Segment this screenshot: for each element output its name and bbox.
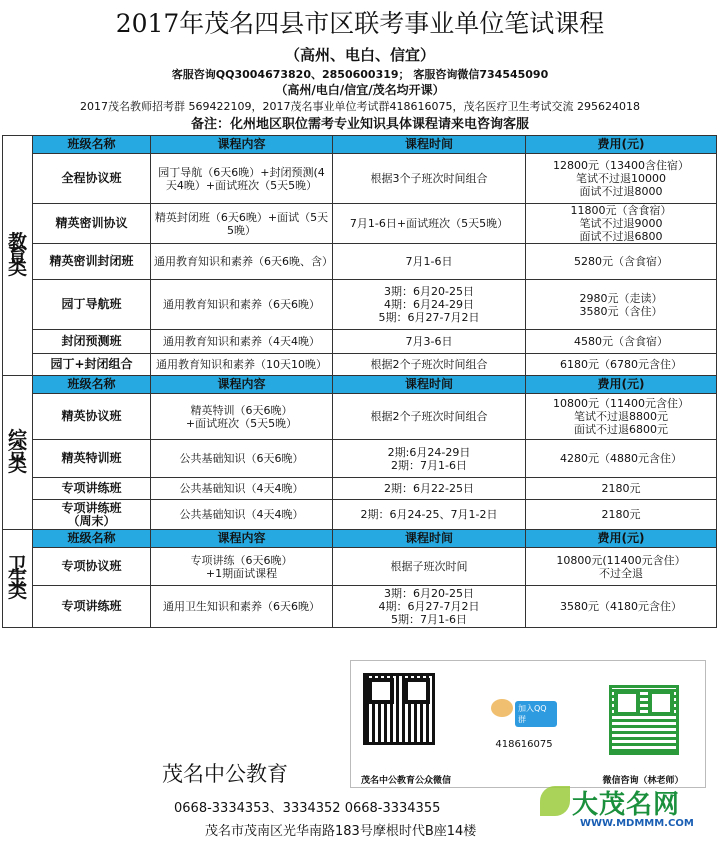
table-row: [3, 354, 717, 376]
cell-content: 精英特训（6天6晚） +面试班次（5天5晚）: [151, 394, 333, 440]
cell-fee: 5280元（含食宿）: [526, 244, 717, 280]
cities-open-line: （高州/电白/信宜/茂名均开课）: [275, 83, 445, 97]
column-header: 课程内容: [151, 376, 333, 394]
table-row: [3, 244, 717, 280]
table-row: [3, 500, 717, 530]
cell-time: 7月3-6日: [333, 330, 526, 354]
column-header: 费用(元): [526, 376, 717, 394]
phone-line: 0668-3334353、3334352 0668-3334355: [174, 801, 441, 816]
cell-content: 通用教育知识和素养（10天10晚）: [151, 354, 333, 376]
column-header: 课程时间: [333, 376, 526, 394]
cell-content: 专项讲练（6天6晚） +1期面试课程: [151, 548, 333, 586]
cell-time: 2期：6月24-25、7月1-2日: [333, 500, 526, 530]
qr-left-label: 茂名中公教育公众微信: [360, 776, 451, 786]
table-header-row: [3, 530, 717, 548]
course-table: [2, 135, 717, 628]
cell-fee: 12800元（13400含住宿） 笔试不过退10000 面试不过退8000: [526, 154, 717, 204]
cell-time: 7月1-6日+面试班次（5天5晚）: [333, 204, 526, 244]
column-header: 课程时间: [333, 136, 526, 154]
cell-name: 园丁导航班: [33, 280, 151, 330]
cell-fee: 10800元(11400元含住） 不过全退: [526, 548, 717, 586]
cell-fee: 4280元（4880元含住）: [526, 440, 717, 478]
cell-name: 专项讲练班: [33, 586, 151, 628]
qq-group-tag: [491, 701, 557, 750]
cell-name: 园丁+封闭组合: [33, 354, 151, 376]
column-header: 费用(元): [526, 530, 717, 548]
cell-fee: 4580元（含食宿）: [526, 330, 717, 354]
qq-badge: 加入QQ群: [515, 701, 557, 727]
column-header: 班级名称: [33, 530, 151, 548]
cell-content: 通用教育知识和素养（6天6晚、含）: [151, 244, 333, 280]
cell-content: 精英封闭班（6天6晚）+面试（5天5晚）: [151, 204, 333, 244]
column-header: 课程内容: [151, 530, 333, 548]
cell-name: 封闭预测班: [33, 330, 151, 354]
table-row: [3, 154, 717, 204]
cell-name: 专项讲练班 （周末）: [33, 500, 151, 530]
cell-time: 根据3个子班次时间组合: [333, 154, 526, 204]
page-title: 2017年茂名四县市区联考事业单位笔试课程: [115, 9, 605, 38]
qr-panel: [350, 660, 706, 788]
cell-name: 精英密训协议: [33, 204, 151, 244]
table-row: [3, 330, 717, 354]
cell-content: 通用教育知识和素养（6天6晚）: [151, 280, 333, 330]
cell-time: 3期：6月20-25日 4期：6月24-29日 5期：6月27-7月2日: [333, 280, 526, 330]
table-row: [3, 204, 717, 244]
category-label: 教 育 类: [3, 136, 33, 376]
cell-name: 专项协议班: [33, 548, 151, 586]
table-row: [3, 548, 717, 586]
column-header: 费用(元): [526, 136, 717, 154]
table-row: [3, 586, 717, 628]
column-header: 班级名称: [33, 376, 151, 394]
cell-content: 通用卫生知识和素养（6天6晚）: [151, 586, 333, 628]
cell-name: 精英协议班: [33, 394, 151, 440]
category-label: 卫 生 类: [3, 530, 33, 628]
table-row: [3, 478, 717, 500]
column-header: 班级名称: [33, 136, 151, 154]
cell-content: 公共基础知识（6天6晚）: [151, 440, 333, 478]
cell-fee: 2980元（走读） 3580元（含住）: [526, 280, 717, 330]
qq-number: 418616075: [495, 739, 553, 750]
column-header: 课程内容: [151, 136, 333, 154]
table-row: [3, 280, 717, 330]
cell-fee: 2180元: [526, 478, 717, 500]
cell-fee: 10800元（11400元含住） 笔试不过退8800元 面试不过退6800元: [526, 394, 717, 440]
note-line: 备注：化州地区职位需考专业知识具体课程请来电咨询客服: [190, 117, 529, 132]
cities-subtitle: （高州、电白、信宜）: [284, 46, 435, 64]
cell-name: 精英特训班: [33, 440, 151, 478]
avatar-icon: [491, 699, 513, 717]
cell-time: 根据子班次时间: [333, 548, 526, 586]
wechat-qr-icon: [609, 685, 679, 755]
cell-content: 通用教育知识和素养（4天4晚）: [151, 330, 333, 354]
qr-code-icon: [363, 673, 435, 745]
cell-content: 公共基础知识（4天4晚）: [151, 478, 333, 500]
contact-line: 客服咨询QQ3004673820、2850600319； 客服咨询微信734545090: [171, 68, 549, 81]
cell-fee: 2180元: [526, 500, 717, 530]
leaf-logo-icon: [540, 786, 570, 816]
qq-groups-line: 2017茂名教师招考群 569422109，2017茂名事业单位考试群418616075，茂名医疗卫生考试交流 295624018: [80, 100, 640, 113]
cell-fee: 11800元（含食宿） 笔试不过退9000 面试不过退6800: [526, 204, 717, 244]
brand-name: 茂名中公教育: [162, 762, 288, 786]
address-line: 茂名市茂南区光华南路183号摩根时代B座14楼: [205, 824, 477, 839]
cell-time: 根据2个子班次时间组合: [333, 394, 526, 440]
category-label: 综 合 类: [3, 376, 33, 530]
table-header-row: [3, 376, 717, 394]
cell-name: 全程协议班: [33, 154, 151, 204]
cell-name: 精英密训封闭班: [33, 244, 151, 280]
table-header-row: [3, 136, 717, 154]
table-row: [3, 394, 717, 440]
column-header: 课程时间: [333, 530, 526, 548]
cell-content: 园丁导航（6天6晚）+封闭预测(4天4晚）+面试班次（5天5晚）: [151, 154, 333, 204]
cell-time: 3期：6月20-25日 4期：6月27-7月2日 5期：7月1-6日: [333, 586, 526, 628]
qr-right-label: 微信咨询（林老师）: [602, 776, 684, 786]
cell-content: 公共基础知识（4天4晚）: [151, 500, 333, 530]
cell-time: 根据2个子班次时间组合: [333, 354, 526, 376]
cell-time: 7月1-6日: [333, 244, 526, 280]
cell-fee: 6180元（6780元含住）: [526, 354, 717, 376]
cell-time: 2期：6月22-25日: [333, 478, 526, 500]
site-logo-url: WWW.MDMMM.COM: [580, 818, 694, 829]
table-row: [3, 440, 717, 478]
site-logo-text: 大茂名网: [572, 790, 681, 820]
cell-fee: 3580元（4180元含住）: [526, 586, 717, 628]
cell-name: 专项讲练班: [33, 478, 151, 500]
cell-time: 2期:6月24-29日 2期：7月1-6日: [333, 440, 526, 478]
